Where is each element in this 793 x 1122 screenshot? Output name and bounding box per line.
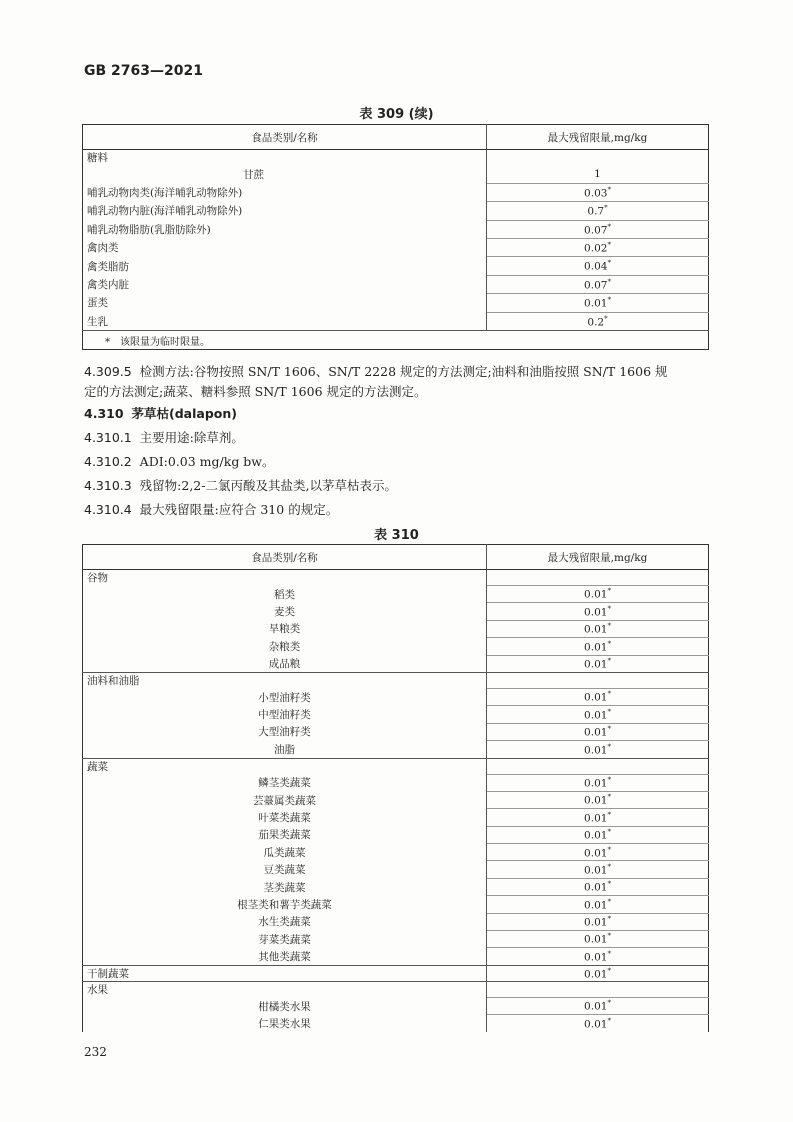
col-header-limit: 最大残留限量,mg/kg bbox=[487, 125, 709, 150]
table-row bbox=[83, 878, 709, 895]
provisional-mark: * bbox=[607, 296, 611, 305]
food-name-text: 麦类 bbox=[274, 606, 295, 619]
food-name-text: 中型油籽类 bbox=[258, 709, 311, 722]
food-name bbox=[83, 774, 487, 791]
limit-value bbox=[487, 620, 709, 637]
provisional-mark: * bbox=[607, 897, 611, 906]
group-value bbox=[487, 150, 709, 166]
limit-value bbox=[487, 257, 709, 275]
limit-value-text: 0.01 bbox=[584, 744, 608, 757]
provisional-mark: * bbox=[607, 742, 611, 751]
limit-value-text: 0.01 bbox=[584, 1018, 608, 1031]
limit-value bbox=[487, 896, 709, 913]
provisional-mark: * bbox=[604, 314, 608, 323]
food-name bbox=[83, 202, 487, 220]
food-name bbox=[83, 826, 487, 843]
limit-value-text: 0.01 bbox=[584, 588, 608, 601]
food-name bbox=[83, 1015, 487, 1032]
provisional-mark: * bbox=[607, 622, 611, 631]
limit-value-text: 0.01 bbox=[584, 881, 608, 894]
table-row bbox=[83, 931, 709, 948]
food-name bbox=[83, 183, 487, 201]
group-name-text: 谷物 bbox=[87, 572, 108, 585]
food-name bbox=[83, 586, 487, 603]
provisional-mark: * bbox=[604, 204, 608, 213]
paragraph-4-310-3 bbox=[84, 476, 714, 496]
table-row bbox=[83, 896, 709, 913]
limit-value-text: 0.01 bbox=[584, 829, 608, 842]
limit-value bbox=[487, 878, 709, 895]
limit-value-text: 0.01 bbox=[584, 951, 608, 964]
provisional-mark: * bbox=[607, 999, 611, 1008]
provisional-mark: * bbox=[607, 880, 611, 889]
food-name-text: 鳞茎类蔬菜 bbox=[258, 777, 311, 790]
limit-value bbox=[487, 997, 709, 1014]
limit-value-text: 0.01 bbox=[584, 691, 608, 704]
group-name-text: 水果 bbox=[87, 984, 108, 997]
clause-text-continued: 定的方法测定;蔬菜、糖料参照 SN/T 1606 规定的方法测定。 bbox=[84, 384, 427, 399]
provisional-mark: * bbox=[607, 604, 611, 613]
provisional-mark: * bbox=[607, 222, 611, 231]
food-name bbox=[83, 603, 487, 620]
table-row bbox=[83, 220, 709, 238]
limit-value bbox=[487, 312, 709, 330]
table-note bbox=[83, 331, 709, 350]
food-name-text: 仁果类水果 bbox=[258, 1017, 311, 1030]
group-value bbox=[487, 570, 709, 586]
group-name-text: 干制蔬菜 bbox=[87, 967, 129, 980]
provisional-mark: * bbox=[607, 793, 611, 802]
food-name-text: 禽类内脏 bbox=[87, 279, 129, 292]
paragraph-4-310-1 bbox=[84, 428, 714, 448]
food-name-text: 柑橘类水果 bbox=[258, 1000, 311, 1013]
provisional-mark: * bbox=[607, 639, 611, 648]
food-name bbox=[83, 706, 487, 723]
table-309-caption: 表 309 (续) bbox=[359, 107, 434, 122]
limit-value bbox=[487, 741, 709, 758]
limit-value-text: 0.01 bbox=[584, 726, 608, 739]
paragraph-4-310-4 bbox=[84, 500, 714, 520]
limit-value bbox=[487, 202, 709, 220]
food-name bbox=[83, 844, 487, 861]
clause-text: 检测方法:谷物按照 SN/T 1606、SN/T 2228 规定的方法测定;油料和油脂按照 SN/T 1606 规 bbox=[139, 364, 668, 379]
limit-value bbox=[487, 183, 709, 201]
limit-value-text: 0.01 bbox=[584, 847, 608, 860]
food-name bbox=[83, 655, 487, 672]
table-row bbox=[83, 603, 709, 620]
limit-value bbox=[487, 948, 709, 965]
provisional-mark: * bbox=[607, 845, 611, 854]
provisional-mark: * bbox=[607, 932, 611, 941]
group-row bbox=[83, 570, 709, 586]
limit-value bbox=[487, 913, 709, 930]
group-row bbox=[83, 981, 709, 997]
limit-value bbox=[487, 723, 709, 740]
provisional-mark: * bbox=[607, 949, 611, 958]
limit-value-text: 0.01 bbox=[584, 641, 608, 654]
food-name bbox=[83, 638, 487, 655]
provisional-mark: * bbox=[607, 810, 611, 819]
table-row bbox=[83, 844, 709, 861]
table-310 bbox=[82, 544, 709, 1032]
group-row bbox=[83, 150, 709, 166]
clause-number: 4.309.5 bbox=[84, 364, 132, 379]
table-row bbox=[83, 239, 709, 257]
limit-value-text: 0.07 bbox=[584, 224, 608, 237]
food-name-text: 哺乳动物肉类(海洋哺乳动物除外) bbox=[87, 187, 243, 200]
limit-value bbox=[487, 844, 709, 861]
food-name-text: 芽菜类蔬菜 bbox=[258, 933, 311, 946]
limit-value-text: 0.02 bbox=[584, 242, 608, 255]
limit-value bbox=[487, 826, 709, 843]
limit-value-text: 0.03 bbox=[584, 187, 608, 200]
table-row bbox=[83, 586, 709, 603]
limit-value bbox=[487, 688, 709, 705]
food-name-text: 其他类蔬菜 bbox=[258, 950, 311, 963]
provisional-mark: * bbox=[607, 277, 611, 286]
food-name-text: 禽肉类 bbox=[87, 242, 119, 255]
table-row bbox=[83, 774, 709, 791]
clause-text: 残留物:2,2-二氯丙酸及其盐类,以茅草枯表示。 bbox=[139, 478, 397, 493]
group-row bbox=[83, 965, 709, 981]
table-row bbox=[83, 861, 709, 878]
col-header-food: 食品类别/名称 bbox=[83, 545, 487, 570]
clause-number: 4.310 bbox=[84, 406, 124, 421]
limit-value-text: 0.2 bbox=[587, 316, 605, 329]
provisional-mark: * bbox=[607, 1016, 611, 1025]
clause-title: 茅草枯(dalapon) bbox=[131, 406, 237, 421]
limit-value-text: 1 bbox=[594, 167, 601, 180]
food-name bbox=[83, 620, 487, 637]
limit-value bbox=[487, 1015, 709, 1032]
food-name bbox=[83, 861, 487, 878]
provisional-mark: * bbox=[607, 259, 611, 268]
paragraph-4-310-2 bbox=[84, 452, 714, 472]
table-310-caption: 表 310 bbox=[374, 528, 419, 543]
food-name bbox=[83, 165, 487, 183]
table-row bbox=[83, 275, 709, 293]
paragraph-4-310 bbox=[84, 404, 714, 424]
table-row bbox=[83, 312, 709, 330]
food-name bbox=[83, 312, 487, 330]
limit-value bbox=[487, 220, 709, 238]
food-name-text: 禽类脂肪 bbox=[87, 260, 129, 273]
table-row bbox=[83, 620, 709, 637]
limit-value-text: 0.01 bbox=[584, 709, 608, 722]
col-header-food: 食品类别/名称 bbox=[83, 125, 487, 150]
food-name bbox=[83, 257, 487, 275]
table-row bbox=[83, 723, 709, 740]
limit-value bbox=[487, 706, 709, 723]
limit-value-text: 0.01 bbox=[584, 864, 608, 877]
provisional-mark: * bbox=[607, 862, 611, 871]
limit-value bbox=[487, 638, 709, 655]
limit-value-text: 0.01 bbox=[584, 606, 608, 619]
table-row bbox=[83, 809, 709, 826]
food-name-text: 水生类蔬菜 bbox=[258, 916, 311, 929]
group-value bbox=[487, 672, 709, 688]
note-text: 该限量为临时限量。 bbox=[120, 336, 210, 348]
group-name bbox=[83, 758, 487, 774]
limit-value-text: 0.01 bbox=[584, 968, 608, 981]
table-row bbox=[83, 791, 709, 808]
limit-value bbox=[487, 809, 709, 826]
limit-value-text: 0.7 bbox=[587, 205, 605, 218]
provisional-mark: * bbox=[607, 690, 611, 699]
limit-value-text: 0.04 bbox=[584, 260, 608, 273]
limit-value bbox=[487, 294, 709, 312]
limit-value bbox=[487, 655, 709, 672]
food-name-text: 哺乳动物脂肪(乳脂肪除外) bbox=[87, 223, 211, 236]
food-name bbox=[83, 688, 487, 705]
provisional-mark: * bbox=[607, 241, 611, 249]
food-name-text: 哺乳动物内脏(海洋哺乳动物除外) bbox=[87, 205, 243, 218]
food-name-text: 生乳 bbox=[87, 315, 108, 328]
table-row bbox=[83, 183, 709, 201]
table-row bbox=[83, 913, 709, 930]
note-mark: * bbox=[105, 336, 110, 348]
limit-value-text: 0.01 bbox=[584, 933, 608, 946]
food-name bbox=[83, 723, 487, 740]
food-name-text: 蛋类 bbox=[87, 297, 108, 310]
food-name-text: 根茎类和薯芋类蔬菜 bbox=[237, 898, 332, 911]
limit-value-text: 0.01 bbox=[584, 297, 608, 310]
provisional-mark: * bbox=[607, 966, 611, 975]
group-row bbox=[83, 758, 709, 774]
group-name-text: 糖料 bbox=[87, 152, 108, 164]
limit-value-text: 0.01 bbox=[584, 812, 608, 825]
food-name-text: 瓜类蔬菜 bbox=[263, 846, 306, 859]
food-name-text: 稻类 bbox=[274, 588, 295, 601]
table-row bbox=[83, 688, 709, 705]
food-name bbox=[83, 294, 487, 312]
page-number: 232 bbox=[84, 1045, 107, 1059]
note-row bbox=[83, 331, 709, 350]
limit-value-text: 0.01 bbox=[584, 623, 608, 636]
food-name bbox=[83, 997, 487, 1014]
food-name bbox=[83, 878, 487, 895]
table-row bbox=[83, 655, 709, 672]
provisional-mark: * bbox=[607, 185, 611, 194]
group-name bbox=[83, 672, 487, 688]
group-value bbox=[487, 981, 709, 997]
group-name bbox=[83, 150, 487, 166]
food-name bbox=[83, 913, 487, 930]
food-name-text: 成品粮 bbox=[268, 658, 301, 670]
food-name bbox=[83, 948, 487, 965]
provisional-mark: * bbox=[607, 707, 611, 716]
food-name bbox=[83, 791, 487, 808]
provisional-mark: * bbox=[607, 915, 611, 924]
group-value bbox=[487, 758, 709, 774]
table-row bbox=[83, 826, 709, 843]
group-name-text: 蔬菜 bbox=[87, 760, 108, 773]
clause-text: ADI:0.03 mg/kg bw。 bbox=[139, 454, 275, 469]
table-309 bbox=[82, 124, 709, 350]
clause-text: 主要用途:除草剂。 bbox=[139, 430, 244, 445]
table-row bbox=[83, 706, 709, 723]
paragraph-4-309-5 bbox=[84, 362, 714, 402]
clause-text: 最大残留限量:应符合 310 的规定。 bbox=[139, 502, 339, 517]
table-row bbox=[83, 741, 709, 758]
limit-value-text: 0.01 bbox=[584, 794, 608, 807]
table-row bbox=[83, 165, 709, 183]
food-name-text: 茄果类蔬菜 bbox=[258, 829, 311, 842]
food-name bbox=[83, 239, 487, 257]
clause-number: 4.310.1 bbox=[84, 430, 132, 445]
food-name-text: 旱粮类 bbox=[268, 623, 301, 636]
table-row bbox=[83, 202, 709, 220]
food-name bbox=[83, 741, 487, 758]
provisional-mark: * bbox=[607, 725, 611, 734]
provisional-mark: * bbox=[607, 775, 611, 784]
limit-value bbox=[487, 603, 709, 620]
limit-value bbox=[487, 275, 709, 293]
group-name-text: 油料和油脂 bbox=[87, 675, 140, 688]
table-row bbox=[83, 1015, 709, 1032]
limit-value-text: 0.01 bbox=[584, 777, 608, 790]
group-name bbox=[83, 981, 487, 997]
limit-value bbox=[487, 774, 709, 791]
provisional-mark: * bbox=[607, 657, 611, 665]
limit-value bbox=[487, 586, 709, 603]
limit-value-text: 0.01 bbox=[584, 899, 608, 912]
food-name-text: 芸薹属类蔬菜 bbox=[253, 794, 316, 807]
food-name-text: 甘蔗 bbox=[243, 168, 264, 181]
group-name bbox=[83, 570, 487, 586]
table-row bbox=[83, 997, 709, 1014]
provisional-mark: * bbox=[607, 828, 611, 837]
table-row bbox=[83, 638, 709, 655]
food-name-text: 豆类蔬菜 bbox=[263, 864, 306, 877]
col-header-limit: 最大残留限量,mg/kg bbox=[487, 545, 709, 570]
table-row bbox=[83, 294, 709, 312]
table-row bbox=[83, 948, 709, 965]
clause-number: 4.310.4 bbox=[84, 502, 132, 517]
limit-value-text: 0.01 bbox=[584, 658, 608, 671]
food-name-text: 杂粮类 bbox=[268, 640, 301, 653]
limit-value bbox=[487, 931, 709, 948]
food-name-text: 叶菜类蔬菜 bbox=[258, 811, 311, 824]
limit-value bbox=[487, 791, 709, 808]
food-name bbox=[83, 809, 487, 826]
standard-header: GB 2763—2021 bbox=[84, 63, 203, 79]
limit-value-text: 0.01 bbox=[584, 916, 608, 929]
food-name-text: 油脂 bbox=[274, 743, 295, 756]
food-name-text: 小型油籽类 bbox=[258, 691, 311, 704]
food-name bbox=[83, 275, 487, 293]
clause-number: 4.310.2 bbox=[84, 454, 132, 469]
limit-value bbox=[487, 965, 709, 981]
limit-value bbox=[487, 165, 709, 183]
food-name-text: 茎类蔬菜 bbox=[263, 881, 306, 894]
limit-value bbox=[487, 239, 709, 257]
limit-value-text: 0.07 bbox=[584, 279, 608, 292]
limit-value-text: 0.01 bbox=[584, 1000, 608, 1013]
limit-value bbox=[487, 861, 709, 878]
food-name bbox=[83, 220, 487, 238]
provisional-mark: * bbox=[607, 587, 611, 596]
food-name bbox=[83, 931, 487, 948]
clause-number: 4.310.3 bbox=[84, 478, 132, 493]
group-row bbox=[83, 672, 709, 688]
group-name bbox=[83, 965, 487, 981]
food-name-text: 大型油籽类 bbox=[258, 726, 311, 739]
table-row bbox=[83, 257, 709, 275]
food-name bbox=[83, 896, 487, 913]
